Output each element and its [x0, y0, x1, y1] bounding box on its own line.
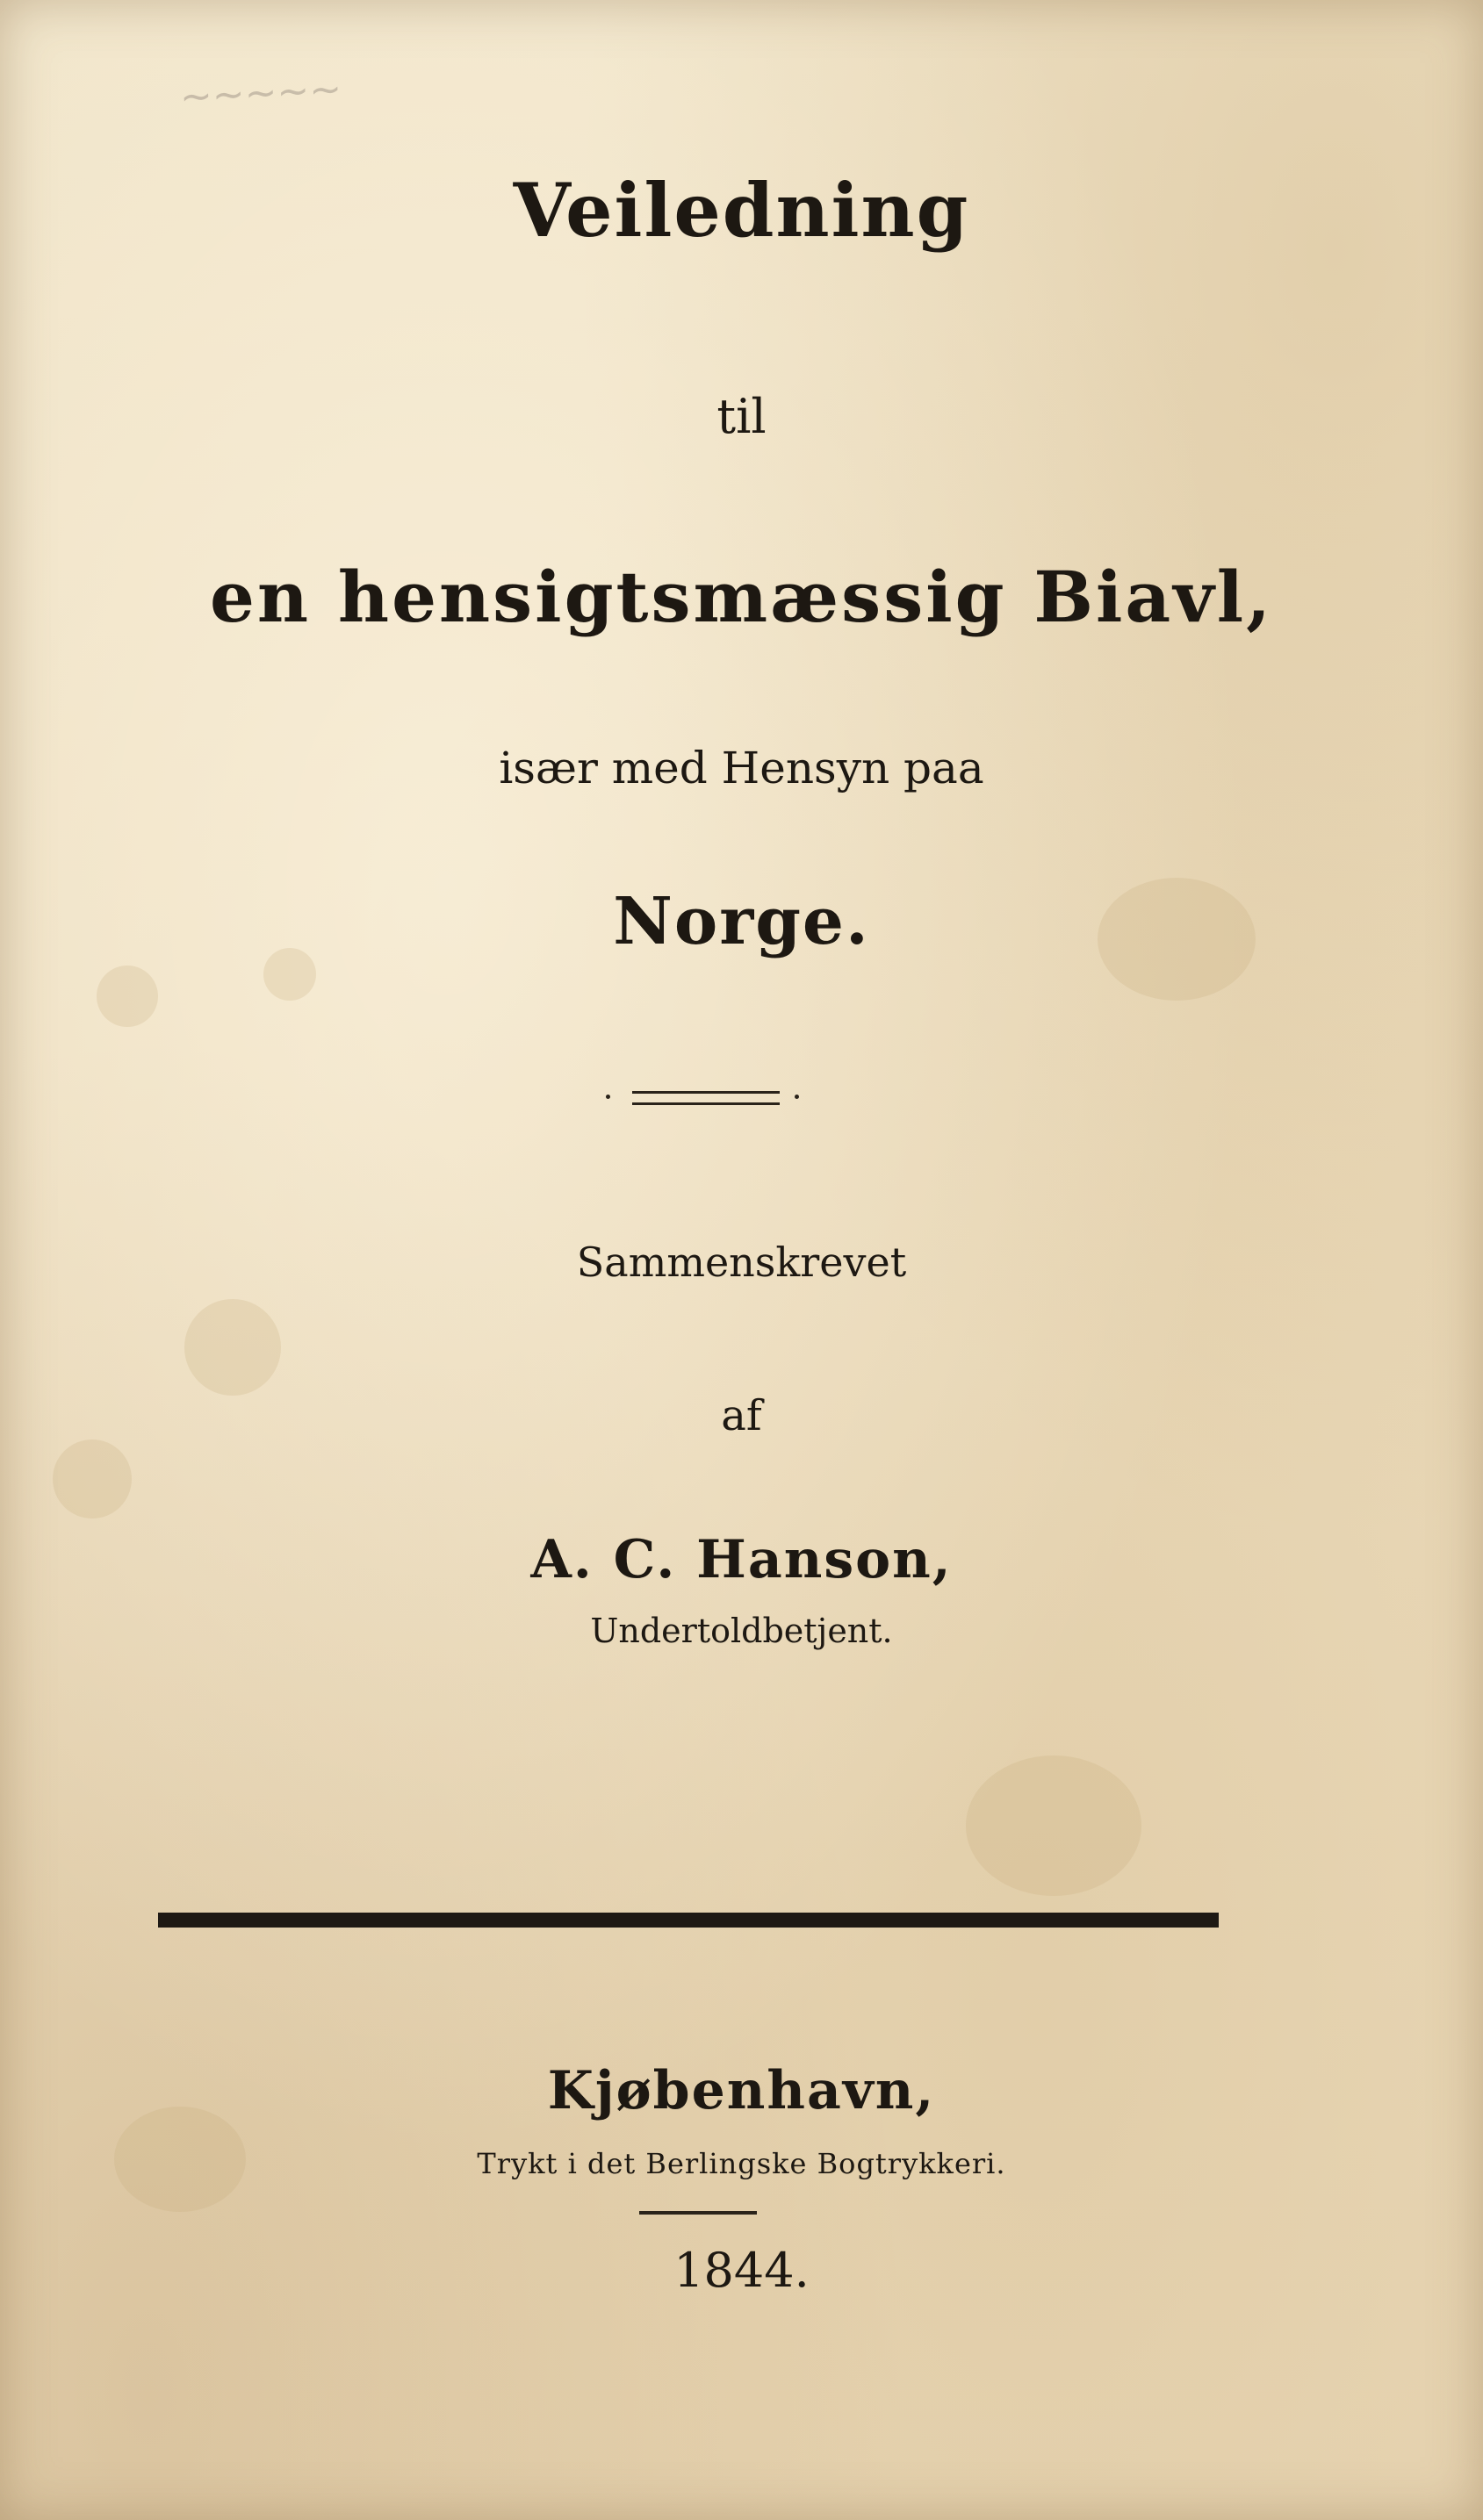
thin-rule [639, 2211, 757, 2215]
composed-label: Sammenskrevet [576, 1238, 907, 1286]
subtitle-country: Norge. [613, 884, 870, 959]
publication-year: 1844. [673, 2243, 810, 2298]
divider-dot [795, 1095, 799, 1099]
by-label: af [721, 1391, 762, 1440]
book-title: Veiledning [513, 167, 970, 254]
paper-stain [184, 1299, 281, 1396]
thick-rule [158, 1913, 1219, 1928]
author-title: Undertoldbetjent. [590, 1612, 893, 1650]
paper-stain [97, 966, 158, 1027]
paper-stain [53, 1439, 132, 1518]
author-name: A. C. Hanson, [530, 1529, 953, 1590]
divider-dot [606, 1095, 610, 1099]
paper-stain [966, 1755, 1141, 1896]
title-connector: til [716, 389, 767, 444]
publication-city: Kjøbenhavn, [547, 2060, 936, 2122]
subtitle-regard: især med Hensyn paa [499, 743, 984, 793]
book-subject: en hensigtsmæssig Biavl, [210, 556, 1273, 638]
pencil-mark: ~~~~~ [178, 66, 343, 120]
printer-line: Trykt i det Berlingske Bogtrykkeri. [477, 2147, 1006, 2180]
double-divider [632, 1091, 780, 1105]
